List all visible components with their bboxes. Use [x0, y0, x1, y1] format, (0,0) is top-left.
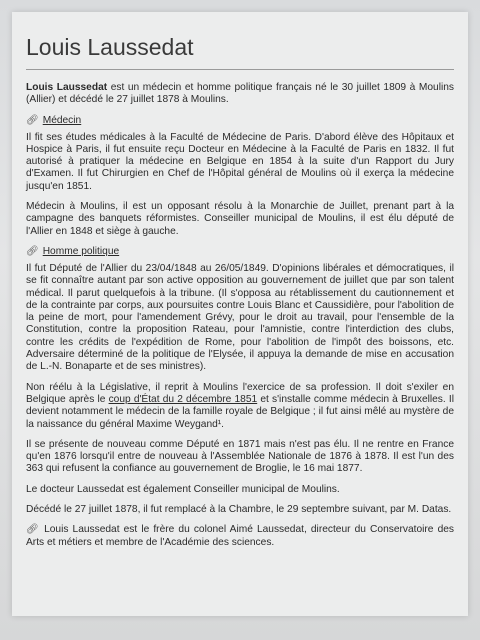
politique-paragraph-4: Le docteur Laussedat est également Conseiller municipal de Moulins.: [26, 483, 340, 495]
section-heading-politique[interactable]: [26, 246, 454, 257]
intro-name: Louis Laussedat: [26, 82, 108, 93]
medecin-paragraph-2: Médecin à Moulins, il est un opposant résolu à la Monarchie de Juillet, prenant part à la campagne des banquets réformistes. Conseiller municipal de Moulins, il est élu député de l'Allier en 1848 et siège à gauche.: [26, 201, 454, 237]
section-heading-medecin[interactable]: [26, 115, 454, 126]
medecin-paragraph-1: Il fit ses études médicales à la Faculté de Médecine de Paris. D'abord élève des Hôpitaux et Hospice à Paris, il fut ensuite reçu Docteur en Médecine à la Faculté de Paris en 1832. Il fut autorisé à pratiquer la médecine en Belgique en 1854 à la suite d'un Rapport du Jury d'Examen. Il fut Chirurgien en Chef de l'Hôpital général de Moulins où il exerça la médecine jusqu'en 1851.: [26, 131, 454, 192]
politique-p2-before: Non réélu à la Législative, il reprit à Moulins l'exercice de sa profession. Il doit s'exiler en Belgique après le: [26, 381, 454, 405]
politique-paragraph-1: Il fut Député de l'Allier du 23/04/1848 au 26/05/1849. D'opinions libérales et démocratiques, il se fit connaître autant par son active opposition au gouvernement de juillet que par son talent médical. Il parut quelquefois à la tribune. (Il s'opposa au rétablissement du cautionnement et de la contrainte par corps, aux poursuites contre Louis Blanc et Caussidière, pour l'abolition de la peine de mort, pour l'amendement Grévy, pour le droit au travail, pour l'ensemble de la Constitution, contre la proposition Rateau, pour l'amnistie, contre l'interdiction des clubs, contre les crédits de l'expédition de Rome, pour l'abolition de l'impôt des boissons, etc. Adversaire déterminé de la politique de l'Elysée, il appuya la demande de mise en accusation de L.-N. Bonaparte et de ses ministres).: [26, 262, 454, 373]
politique-paragraph-6: [26, 524, 454, 549]
title-divider: [26, 69, 454, 70]
intro-text: est un médecin et homme politique français né le 30 juillet 1809 à Moulins (Allier) et décédé le 27 juillet 1878 à Moulins.: [26, 82, 454, 106]
politique-p6-text: Louis Laussedat est le frère du colonel Aimé Laussedat, directeur du Conservatoire des Arts et métiers et membre de l'Académie des sciences.: [26, 524, 454, 548]
document-sheet: [12, 12, 468, 616]
politique-paragraph-5: Décédé le 27 juillet 1878, il fut remplacé à la Chambre, le 29 septembre suivant, par M. Datas.: [26, 504, 452, 516]
coup-detat-link[interactable]: coup d'État du 2 décembre 1851: [108, 393, 258, 405]
link-icon: 🔗︎: [26, 524, 40, 536]
politique-paragraph-2: [26, 382, 454, 431]
page-title: Louis Laussedat: [26, 34, 194, 60]
section-heading-label: Homme politique: [42, 245, 120, 257]
intro-paragraph: [26, 82, 454, 107]
section-heading-label: Médecin: [42, 114, 82, 126]
politique-paragraph-3: Il se présente de nouveau comme Député en 1871 mais n'est pas élu. Il ne rentre en France qu'en 1876 lorsqu'il entre de nouveau à l'Assemblée Nationale de 1876 à 1878. Il est l'un des 363 qui refusent la confiance au gouvernement de Broglie, le 16 mai 1877.: [26, 438, 454, 475]
link-icon: 🔗︎: [26, 114, 39, 126]
link-icon: 🔗︎: [26, 245, 39, 257]
politique-p2-after: et s'installe comme médecin à Bruxelles. Il devient notamment le médecin de la famille royale de Belgique ; il fut ainsi mêlé au mystère de la naissance du général Maxime Weygand¹.: [26, 393, 454, 430]
